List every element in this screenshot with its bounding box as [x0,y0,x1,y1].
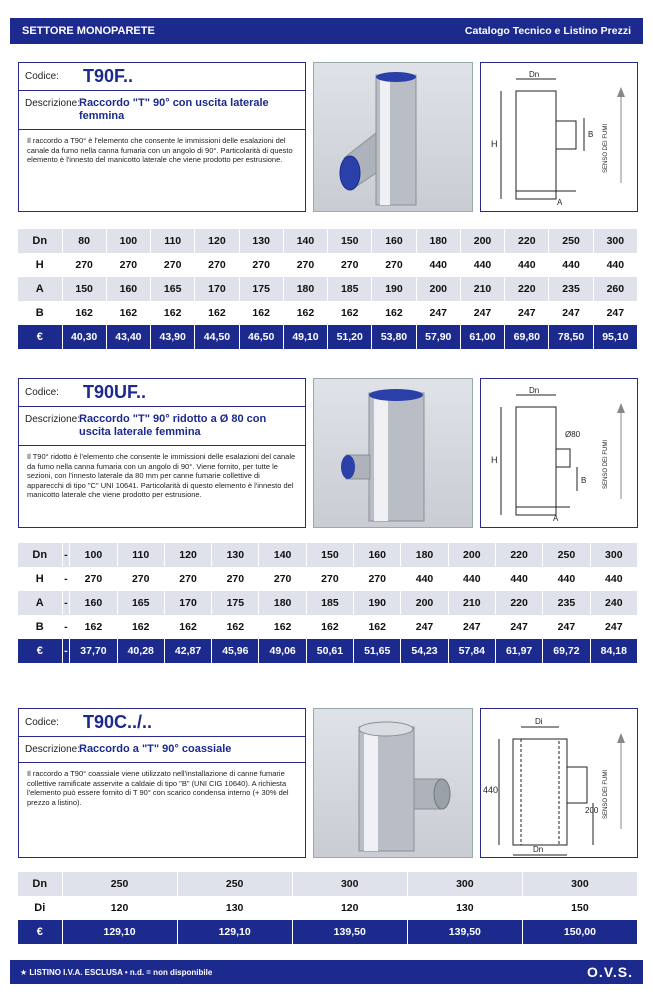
table-cell: 162 [106,301,150,325]
table-cell: 162 [259,615,306,639]
table-cell: 235 [549,277,593,301]
svg-text:Dn: Dn [533,845,544,854]
table-cell: - [62,591,70,615]
descrizione-label: Descrizione: [25,744,81,755]
table-cell: 250 [177,872,292,896]
row-header: Dn [18,543,62,567]
table-row [18,253,638,277]
table-cell: 43,40 [106,325,150,349]
table-cell: 270 [164,567,211,591]
table-cell: 440 [590,567,637,591]
row-header: A [18,591,62,615]
table-cell: 250 [543,543,590,567]
row-header: B [18,301,62,325]
table-cell: 190 [372,277,416,301]
table-cell: 270 [283,253,327,277]
table-cell: 250 [62,872,177,896]
table-row [18,615,638,639]
table-cell: 247 [505,301,549,325]
page-header [10,18,643,44]
table-cell: 270 [212,567,259,591]
table-cell: 240 [590,591,637,615]
table-cell: 120 [292,896,407,920]
table-cell: 84,18 [590,639,637,663]
table-cell: 440 [448,567,495,591]
table-cell: 162 [354,615,401,639]
table-cell: - [62,615,70,639]
table-cell: 162 [62,301,106,325]
table-row [18,567,638,591]
table-cell: 300 [407,872,522,896]
svg-text:H: H [491,455,498,465]
footer-note: ★ LISTINO I.V.A. ESCLUSA • n.d. = non disponibile [20,967,213,977]
table-cell: 51,20 [328,325,372,349]
table-cell: 130 [239,229,283,253]
table-cell: 270 [62,253,106,277]
table-cell: 270 [239,253,283,277]
table-cell: - [62,567,70,591]
table-cell: 270 [306,567,353,591]
table-cell: 80 [62,229,106,253]
table-cell: 120 [195,229,239,253]
table-cell: 100 [106,229,150,253]
brand-logo: O.V.S. [587,964,633,980]
table-cell: 300 [292,872,407,896]
table-cell: 140 [259,543,306,567]
row-header: € [18,920,62,944]
table-row [18,639,638,663]
table-cell: 160 [70,591,117,615]
table-cell: 210 [460,277,504,301]
product-description: Raccordo "T" 90° con uscita laterale femmina [79,97,269,122]
row-header: B [18,615,62,639]
table-cell: 190 [354,591,401,615]
table-cell: 110 [151,229,195,253]
svg-text:SENSO DEI FUMI: SENSO DEI FUMI [603,123,609,173]
row-header: € [18,325,62,349]
table-cell: 150 [522,896,637,920]
svg-text:Di: Di [535,717,543,726]
table-cell: 300 [590,543,637,567]
table-cell: 220 [495,543,542,567]
codice-label: Codice: [25,71,59,82]
svg-text:Dn: Dn [529,70,540,79]
table-cell: 440 [416,253,460,277]
product-code: T90C../.. [83,712,153,732]
table-cell: 51,65 [354,639,401,663]
table-cell: 129,10 [62,920,177,944]
table-cell: 139,50 [407,920,522,944]
section-title: SETTORE MONOPARETE [22,25,155,37]
table-row [18,229,638,253]
table-cell: 270 [259,567,306,591]
table-cell: 110 [117,543,164,567]
table-cell: 220 [505,277,549,301]
table-cell: 175 [239,277,283,301]
table-cell: 180 [283,277,327,301]
table-cell: 440 [543,567,590,591]
table-cell: 162 [328,301,372,325]
table-cell: 150 [328,229,372,253]
svg-text:H: H [491,139,498,149]
table-cell: 180 [401,543,448,567]
product-description: Raccordo a "T" 90° coassiale [79,743,232,755]
catalog-title: Catalogo Tecnico e Listino Prezzi [464,25,631,37]
table-row [18,591,638,615]
table-row [18,872,638,896]
table-cell: 440 [593,253,637,277]
table-cell: 270 [354,567,401,591]
info-box [18,62,306,212]
table-cell: 247 [448,615,495,639]
spec-table-t90uf [18,543,638,663]
table-cell: 250 [549,229,593,253]
page-footer [10,960,643,984]
svg-text:B: B [588,130,594,139]
table-row [18,325,638,349]
table-cell: 129,10 [177,920,292,944]
table-cell: 140 [283,229,327,253]
technical-drawing [480,62,638,212]
table-cell: 130 [407,896,522,920]
table-cell: 139,50 [292,920,407,944]
table-cell: 45,96 [212,639,259,663]
table-cell: 220 [495,591,542,615]
svg-text:200: 200 [585,806,599,815]
svg-text:Dn: Dn [529,386,540,395]
table-cell: 247 [401,615,448,639]
table-cell: 300 [593,229,637,253]
table-cell: 162 [283,301,327,325]
table-cell: 160 [372,229,416,253]
table-cell: 247 [460,301,504,325]
table-cell: 440 [460,253,504,277]
table-cell: 170 [195,277,239,301]
table-cell: 130 [212,543,259,567]
table-cell: 170 [164,591,211,615]
table-cell: 200 [416,277,460,301]
table-cell: 61,00 [460,325,504,349]
table-cell: 247 [416,301,460,325]
table-cell: 162 [164,615,211,639]
product-description: Raccordo "T" 90° ridotto a Ø 80 con uscita laterale femmina [79,413,267,438]
product-code: T90UF.. [83,382,147,402]
descrizione-label: Descrizione: [25,98,81,109]
table-cell: 61,97 [495,639,542,663]
table-cell: 200 [460,229,504,253]
table-cell: 120 [62,896,177,920]
table-cell: 440 [549,253,593,277]
table-cell: 150,00 [522,920,637,944]
technical-drawing [480,378,638,528]
table-cell: 185 [328,277,372,301]
table-cell: 57,90 [416,325,460,349]
table-cell: 69,72 [543,639,590,663]
spec-table-t90f [18,229,638,349]
table-cell: 247 [593,301,637,325]
table-cell: 69,80 [505,325,549,349]
table-cell: 440 [401,567,448,591]
table-cell: 53,80 [372,325,416,349]
table-cell: 162 [212,615,259,639]
table-cell: 180 [259,591,306,615]
table-cell: 200 [448,543,495,567]
table-cell: 50,61 [306,639,353,663]
table-cell: 175 [212,591,259,615]
table-cell: 162 [306,615,353,639]
table-cell: 270 [106,253,150,277]
table-cell: 120 [164,543,211,567]
table-cell: 162 [151,301,195,325]
table-cell: 162 [372,301,416,325]
table-cell: 270 [372,253,416,277]
codice-label: Codice: [25,387,59,398]
table-cell: 200 [401,591,448,615]
table-cell: 185 [306,591,353,615]
table-cell: 150 [62,277,106,301]
table-row [18,920,638,944]
table-cell: 165 [151,277,195,301]
svg-text:A: A [557,198,563,207]
table-cell: 440 [495,567,542,591]
product-text: Il raccordo a T90° è l'elemento che consente le immissioni delle esalazioni del canale da fumo nella canna fumaria con un angolo di 90°. Particolarità di questo elemento è l'innesto del manicotto laterale che viene prodotto per estrusione. [27,136,293,164]
table-cell: 37,70 [70,639,117,663]
table-cell: 95,10 [593,325,637,349]
table-cell: 210 [448,591,495,615]
table-cell: 40,28 [117,639,164,663]
table-cell: 247 [495,615,542,639]
svg-text:A: A [553,514,559,523]
row-header: Di [18,896,62,920]
table-cell: 40,30 [62,325,106,349]
table-cell: 162 [195,301,239,325]
table-cell: 162 [239,301,283,325]
table-cell: 49,10 [283,325,327,349]
row-header: € [18,639,62,663]
table-cell: 162 [70,615,117,639]
table-cell: 44,50 [195,325,239,349]
row-header: Dn [18,872,62,896]
table-cell: - [62,639,70,663]
product-code: T90F.. [83,66,134,86]
product-text: Il T90° ridotto è l'elemento che consente le immissioni delle esalazioni del canale da fumo nella canna fumaria con un angolo di 90°. Viene fornito, per tutte le sezioni, con l'innesto laterale da 80 mm per canne fumarie collettive di apparecchi di tipo "C" UNI 10641. Particolarità di questo elemento è l'innesto del manicotto laterale che viene prodotto per estrusione. [27,452,296,499]
row-header: H [18,253,62,277]
product-photo [313,708,473,858]
info-box [18,378,306,528]
table-cell: 42,87 [164,639,211,663]
table-cell: 270 [117,567,164,591]
spec-table-t90c [18,872,638,944]
table-cell: 440 [505,253,549,277]
table-cell: 78,50 [549,325,593,349]
table-cell: 247 [590,615,637,639]
product-photo [313,378,473,528]
table-row [18,543,638,567]
table-cell: 270 [328,253,372,277]
table-cell: 247 [549,301,593,325]
table-cell: 57,84 [448,639,495,663]
descrizione-label: Descrizione: [25,414,81,425]
table-cell: 130 [177,896,292,920]
table-cell: 260 [593,277,637,301]
table-cell: 270 [195,253,239,277]
svg-text:SENSO DEI FUMI: SENSO DEI FUMI [603,439,609,489]
svg-text:SENSO DEI FUMI: SENSO DEI FUMI [603,769,609,819]
product-text: Il raccordo a T90° coassiale viene utilizzato nell'installazione di canne fumarie collettive ramificate asservite a caldaie di tipo "B" (UNI CIG 10640). A richiesta l'elemento può essere fornito di T 90° con scarico condensa interno (+ 30% del prezzo a listino). [27,769,289,807]
product-photo [313,62,473,212]
technical-drawing [480,708,638,858]
table-cell: 160 [354,543,401,567]
table-cell: 235 [543,591,590,615]
svg-text:440: 440 [483,785,499,795]
table-row [18,277,638,301]
svg-text:Ø80: Ø80 [565,430,581,439]
table-cell: 165 [117,591,164,615]
info-box [18,708,306,858]
table-cell: 247 [543,615,590,639]
table-cell: 54,23 [401,639,448,663]
row-header: H [18,567,62,591]
table-cell: 100 [70,543,117,567]
row-header: A [18,277,62,301]
table-cell: 49,06 [259,639,306,663]
table-cell: 270 [151,253,195,277]
table-row [18,896,638,920]
table-cell: 150 [306,543,353,567]
table-cell: 270 [70,567,117,591]
svg-text:B: B [581,476,587,485]
table-cell: 46,50 [239,325,283,349]
codice-label: Codice: [25,717,59,728]
table-cell: 162 [117,615,164,639]
table-cell: 160 [106,277,150,301]
table-cell: 180 [416,229,460,253]
table-cell: 300 [522,872,637,896]
table-cell: 220 [505,229,549,253]
table-cell: 43,90 [151,325,195,349]
row-header: Dn [18,229,62,253]
table-cell: - [62,543,70,567]
table-row [18,301,638,325]
